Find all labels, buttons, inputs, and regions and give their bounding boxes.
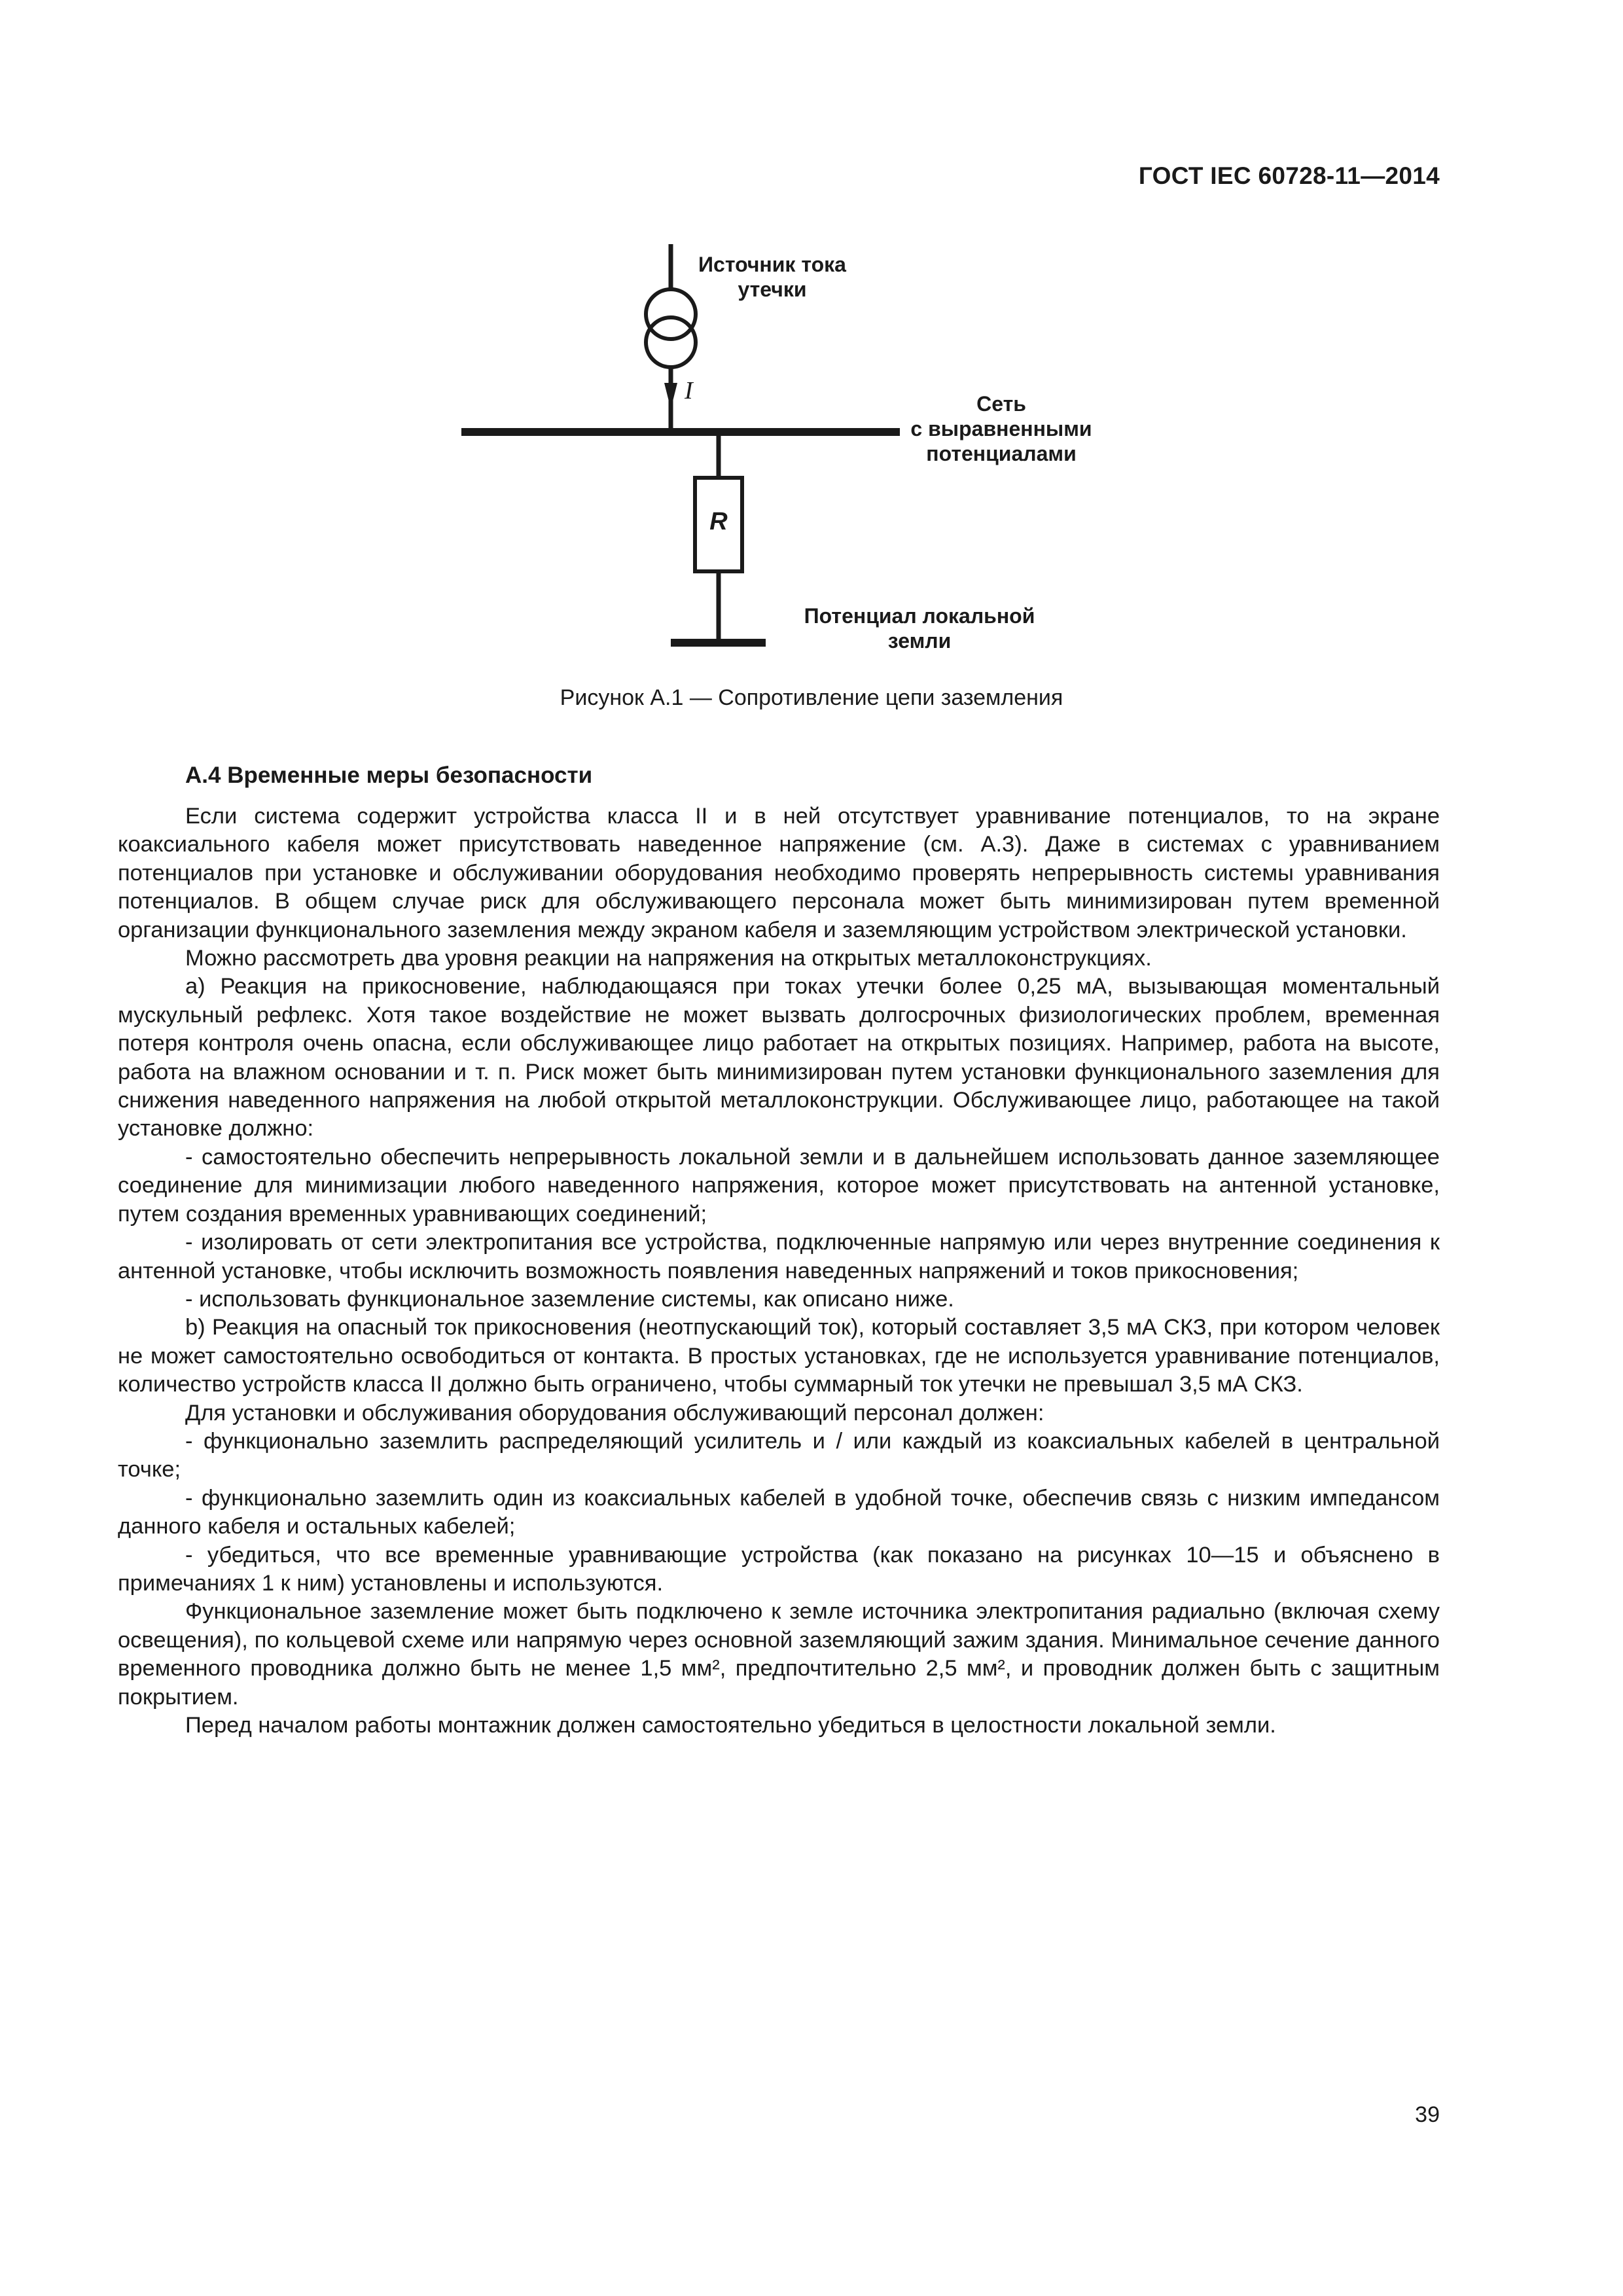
page-number: 39	[1415, 2102, 1440, 2127]
paragraph: Функциональное заземление может быть подключено к земле источника электропитания радиально (включая схему освещения), по кольцевой схеме или напрямую через основной заземляющий зажим здания. Минимальное сечение данного временного проводника должно быть не менее 1,5 мм², предпочтительно 2,5 мм², и проводник должен быть с защитным покрытием.	[118, 1599, 1440, 1710]
resistor-symbol: R	[709, 508, 728, 535]
current-arrow	[664, 383, 677, 409]
list-item: - изолировать от сети электропитания все устройства, подключенные напрямую или через внутренние соединения к антенной установке, чтобы исключить возможность появления наведенных напряжений и токов прикосновения;	[118, 1230, 1440, 1283]
list-item: - убедиться, что все временные уравнивающие устройства (как показано на рисунках 10—15 и объяснено в примечаниях 1 к ним) установлены и используются.	[118, 1542, 1440, 1596]
paragraph: Для установки и обслуживания оборудования обслуживающий персонал должен:	[185, 1400, 1044, 1426]
current-symbol: I	[685, 377, 693, 404]
body-text	[118, 802, 1440, 1740]
paragraph: b) Реакция на опасный ток прикосновения (неотпускающий ток), который составляет 3,5 мА СКЗ, при котором человек не может самостоятельно освободиться от контакта. В простых установках, где не используется уравнивание потенциалов, количество устройств класса II должно быть ограничено, чтобы суммарный ток утечки не превышал 3,5 мА СКЗ.	[118, 1315, 1440, 1397]
network-label: Сеть с выравненными потенциалами	[910, 392, 1092, 465]
source-coil-lower	[646, 317, 696, 367]
list-item: - функционально заземлить один из коаксиальных кабелей в удобной точке, обеспечив связь с низким импедансом данного кабеля и остальных кабелей;	[118, 1485, 1440, 1539]
list-item: - использовать функциональное заземление системы, как описано ниже.	[185, 1286, 954, 1312]
paragraph: Если система содержит устройства класса II и в ней отсутствует уравнивание потенциалов, то на экране коаксиального кабеля может присутствовать наведенное напряжение (см. А.3). Даже в системах с уравниванием потенциалов при установке и обслуживании оборудования необходимо проверять непрерывность системы уравнивания потенциалов. В общем случае риск для обслуживающего персонала может быть минимизирован путем временной организации функционального заземления между экраном кабеля и заземляющим устройством электрической установки.	[118, 804, 1440, 942]
section-heading: А.4 Временные меры безопасности	[185, 762, 593, 788]
ground-label: Потенциал локальной земли	[804, 604, 1035, 653]
paragraph: a) Реакция на прикосновение, наблюдающаяся при токах утечки более 0,25 мА, вызывающая моментальный мускульный рефлекс. Хотя такое воздействие не может вызвать долгосрочных физиологических проблем, временная потеря контроля очень опасна, если обслуживающее лицо работает на открытых позициях. Например, работа на высоте, работа на влажном основании и т. п. Риск может быть минимизирован путем установки функционального заземления для снижения наведенного напряжения на любой открытой металлоконструкции. Обслуживающее лицо, работающее на такой установке должно:	[118, 974, 1440, 1141]
figure-a1	[0, 0, 1623, 746]
figure-caption: Рисунок А.1 — Сопротивление цепи заземления	[560, 685, 1063, 710]
paragraph: Можно рассмотреть два уровня реакции на напряжения на открытых металлоконструкциях.	[185, 946, 1152, 971]
list-item: - функционально заземлить распределяющий усилитель и / или каждый из коаксиальных кабелей в центральной точке;	[118, 1428, 1440, 1482]
document-code: ГОСТ IEC 60728-11—2014	[1138, 162, 1440, 189]
paragraph: Перед началом работы монтажник должен самостоятельно убедиться в целостности локальной земли.	[185, 1713, 1276, 1738]
source-label: Источник тока утечки	[698, 253, 846, 301]
list-item: - самостоятельно обеспечить непрерывность локальной земли и в дальнейшем использовать данное заземляющее соединение для минимизации любого наведенного напряжения, которое может присутствовать на антенной установке, путем создания временных уравнивающих соединений;	[118, 1144, 1440, 1227]
